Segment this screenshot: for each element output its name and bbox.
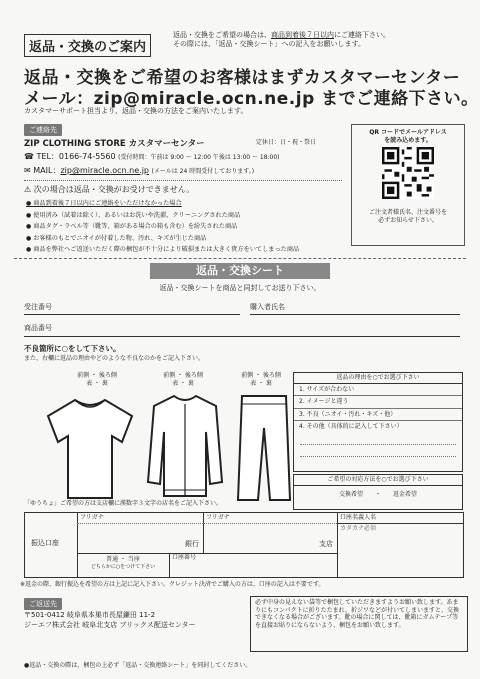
exchange-option[interactable]: 交換希望 <box>339 490 364 498</box>
note-item: ● 使用済み（試着は除く）、あるいはお洗いや洗濯、クリーニングされた商品 <box>26 210 299 222</box>
note-item: ● 商品到着後７日以内にご連絡をいただけなかった場合 <box>26 198 299 210</box>
buyer-name-label: 購入者氏名 <box>250 303 285 311</box>
reason-option-3[interactable]: 3. 不良（ニオイ・汚れ・キズ・他） <box>294 409 462 422</box>
jacket-illustration[interactable] <box>146 392 224 502</box>
bank-name-cell[interactable]: フリガナ 銀行 <box>77 513 204 554</box>
response-box <box>293 474 463 510</box>
tel-row: ☎ TEL：0166-74-5560 (受付時間：午前は 9:00 〜 12:00 午後は 13:00 〜 18:00) <box>24 152 280 161</box>
send-tag: ご返送先 <box>24 598 62 610</box>
reason-option-4[interactable]: 4. その他（具体的に記入して下さい） <box>299 423 403 430</box>
qr-box: QR コードでメールアドレス を読み込めます。 ご注文者様氏名、注文番号を 必ずお知らせ下さい。 <box>351 124 465 246</box>
reason-option-2[interactable]: 2. イメージと違う <box>294 396 462 409</box>
defect-sub: また、右欄に返品の理由やどのような不良なのかをご記入下さい。 <box>24 355 205 362</box>
cut-line <box>14 258 466 259</box>
branch-name-cell[interactable]: フリガナ 支店 <box>203 513 338 554</box>
defect-title: 不良箇所に○をして下さい。 <box>24 344 121 353</box>
product-no-label: 商品番号 <box>24 324 52 332</box>
bank-label: 振込口座 <box>31 539 59 547</box>
holder-cell[interactable]: 口座名義人名 カタカナ必須 <box>337 513 463 577</box>
divider <box>24 180 342 181</box>
bank-footnote: ※返金の際、銀行振込を希望の方は上記に記入下さい。クレジット決済でご購入の方は、口座の記入は不要です。 <box>20 581 325 588</box>
headline-2: メール：zip@miracle.ocn.ne.jp までご連絡下さい。 <box>24 89 479 109</box>
warning-icon: ⚠ <box>24 185 32 194</box>
note-item: ● お客様のもとでニオイが付着した物、汚れ、キズが生じた商品 <box>26 233 299 245</box>
note-item: ● 商品タグ・ラベル等（靴等、箱がある場合の箱も含む）を紛失された商品 <box>26 221 299 233</box>
reason-title: 返品の理由を○でお選び下さい <box>294 373 462 384</box>
account-type-cell[interactable]: 普通 ・ 当座 どちらかに○をつけて下さい <box>77 553 170 577</box>
sheet-instruction: 返品・交換シートを商品と同封してお送り下さい。 <box>159 284 321 292</box>
notes-title: ⚠ 次の場合は返品・交換がお受けできません。 <box>24 185 195 194</box>
option-separator: ・ <box>374 490 381 498</box>
yucho-note: 「ゆうちょ」ご希望の方は支店欄に漢数字３文字の店名をご記入下さい。 <box>24 500 223 507</box>
account-no-cell[interactable]: 口座番号 <box>169 553 338 577</box>
reason-write-line[interactable] <box>300 447 456 457</box>
headline-1: 返品・交換をご希望のお客様はまずカスタマーセンター <box>24 68 461 88</box>
phone-icon: ☎ <box>24 152 34 161</box>
response-title: ご希望の対応方法を○でお選び下さい <box>294 475 462 486</box>
sheet-banner: 返品・交換シート <box>150 263 330 279</box>
intro-text: 返品・交換をご希望の場合は、商品到着後７日以内にご連絡下さい。 その際には、「返品・交換シート」への記入をお願いします。 <box>173 31 390 49</box>
contact-tag: ご連絡先 <box>24 124 62 136</box>
mail-row: ✉ MAIL：zip@miracle.ocn.ne.jp (メールは 24 時間受付しております。) <box>24 166 255 175</box>
send-note: ●返品・交換の際は、梱包の上必ず「返品・交換連絡シート」を同封してください。 <box>24 662 252 669</box>
product-no-field[interactable] <box>24 336 460 337</box>
notes-list <box>26 198 299 256</box>
tshirt-illustration[interactable] <box>40 394 140 504</box>
packing-note-box: 必ず中身の見えない袋等で梱包していただきますようお願い致します。あまりにもコンパクトに折りたたまれ、折ジワなどが付いてしまいますと、交換できなくなる場合がございます。靴の場合に関しては、靴箱にガムテープ等を直接お貼りにならないよう、梱包をお願い致します。 <box>250 596 468 652</box>
reason-box <box>293 372 463 472</box>
qr-code <box>382 147 434 199</box>
note-item: ● 商品を弊社へご返送いただく際の梱包が不十分により破損または大きく貴方をいてしまった商品 <box>26 244 299 256</box>
page-title: 返品・交換のご案内 <box>24 34 151 57</box>
refund-option[interactable]: 返金希望 <box>392 490 417 498</box>
bank-label-cell <box>25 513 78 577</box>
pants-illustration[interactable] <box>236 392 292 504</box>
send-address-1: 〒501-0412 岐阜県本巣市長屋鎌田 11-2 <box>24 611 156 619</box>
bank-table <box>24 512 464 578</box>
reason-write-line[interactable] <box>300 435 456 445</box>
order-no-label: 受注番号 <box>24 303 52 311</box>
order-no-field[interactable] <box>24 314 240 315</box>
store-name: ZIP CLOTHING STORE カスタマーセンター <box>24 139 205 149</box>
garment-label-jacket: 前側 ・ 後ろ側 表 ・ 裏 <box>163 372 203 387</box>
send-address-2: ジーエフ株式会社 岐阜北支店 ブリックス配送センター <box>24 621 196 629</box>
mail-link[interactable]: zip@miracle.ocn.ne.jp <box>60 166 149 175</box>
garment-label-pants: 前側 ・ 後ろ側 表 ・ 裏 <box>241 372 281 387</box>
closed-days: 定休日：日・祝・祭日 <box>256 139 317 146</box>
mail-icon: ✉ <box>24 166 31 175</box>
garment-label-shirt: 前側 ・ 後ろ側 表 ・ 裏 <box>77 372 117 387</box>
headline-sub: カスタマーサポート担当より、返品・交換の方法をご案内いたします。 <box>24 107 248 115</box>
reason-option-1[interactable]: 1. サイズが合わない <box>294 384 462 397</box>
buyer-name-field[interactable] <box>250 314 460 315</box>
